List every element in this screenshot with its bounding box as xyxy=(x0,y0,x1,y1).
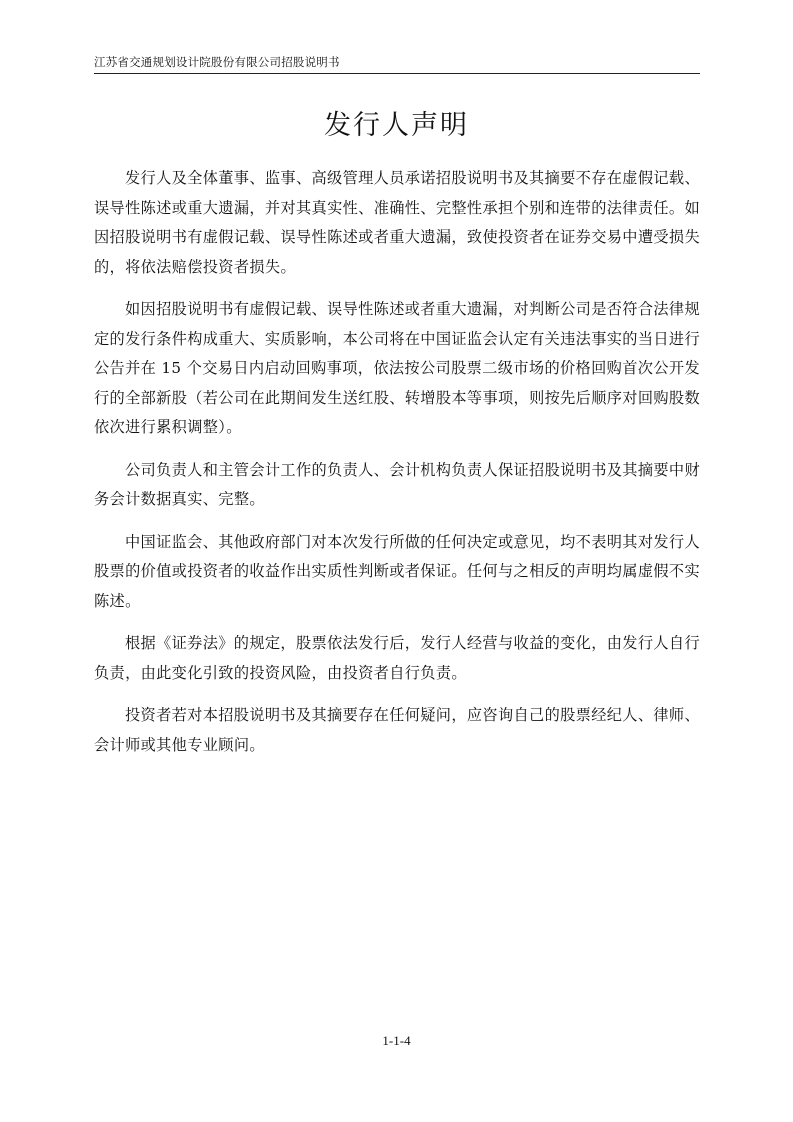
page-title: 发行人声明 xyxy=(324,110,469,141)
page-number: 1-1-4 xyxy=(382,1033,411,1048)
paragraph-3: 公司负责人和主管会计工作的负责人、会计机构负责人保证招股说明书及其摘要中财务会计数据真实、完整。 xyxy=(94,460,700,508)
paragraph-4: 中国证监会、其他政府部门对本次发行所做的任何决定或意见，均不表明其对发行人股票的价值或投资者的收益作出实质性判断或者保证。任何与之相反的声明均属虚假不实陈述。 xyxy=(94,532,700,610)
paragraph-6: 投资者若对本招股说明书及其摘要存在任何疑问，应咨询自己的股票经纪人、律师、会计师或其他专业顾问。 xyxy=(94,706,700,754)
page-header xyxy=(94,51,700,74)
header-company-title: 江苏省交通规划设计院股份有限公司招股说明书 xyxy=(94,55,340,69)
paragraph-2: 如因招股说明书有虚假记载、误导性陈述或者重大遗漏，对判断公司是否符合法律规定的发行条件构成重大、实质影响，本公司将在中国证监会认定有关违法事实的当日进行公告并在 15 个交易日内启动回购事项，依法按公司股票二级市场的价格回购首次公开发行的全部新股（若公司在此期间发生送红股、转增股本等事项，则按先后顺序对回购股数依次进行累积调整）。 xyxy=(94,300,700,436)
paragraph-1: 发行人及全体董事、监事、高级管理人员承诺招股说明书及其摘要不存在虚假记载、误导性陈述或重大遗漏，并对其真实性、准确性、完整性承担个别和连带的法律责任。如因招股说明书有虚假记载、误导性陈述或者重大遗漏，致使投资者在证券交易中遭受损失的，将依法赔偿投资者损失。 xyxy=(94,169,700,276)
paragraph-5: 根据《证券法》的规定，股票依法发行后，发行人经营与收益的变化，由发行人自行负责，由此变化引致的投资风险，由投资者自行负责。 xyxy=(94,634,700,682)
statement-body xyxy=(94,164,700,773)
